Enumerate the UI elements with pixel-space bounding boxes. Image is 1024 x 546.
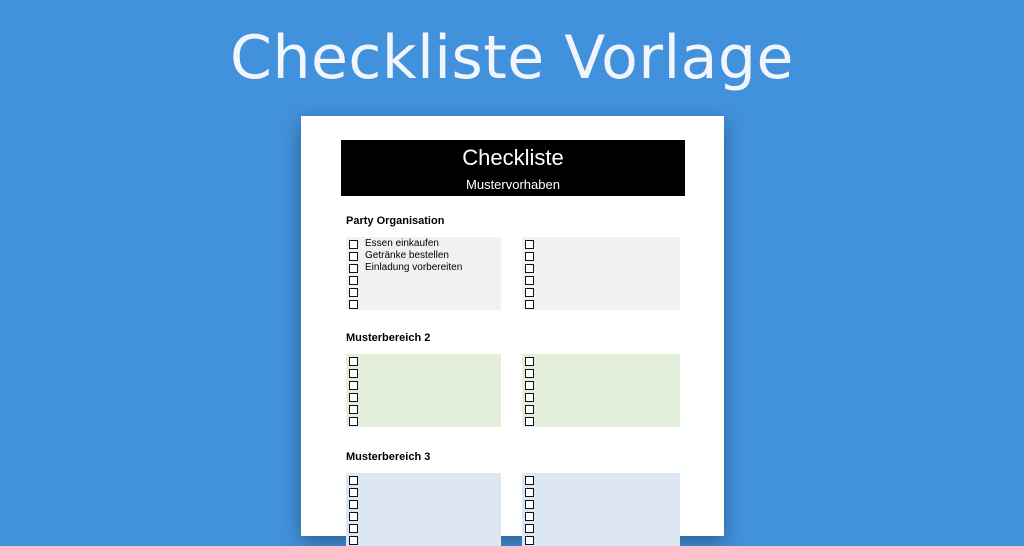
- checkbox-icon[interactable]: [525, 288, 534, 297]
- checklist-item: [525, 298, 541, 310]
- checkbox-icon[interactable]: [525, 524, 534, 533]
- checklist-item: [349, 298, 462, 310]
- checklist-item: [525, 474, 541, 486]
- section-title: Party Organisation: [346, 215, 445, 227]
- checkbox-icon[interactable]: [349, 381, 358, 390]
- checklist-item: [349, 250, 462, 262]
- checklist-box-right: [522, 354, 680, 427]
- banner-title: Checkliste Vorlage: [230, 23, 794, 93]
- checkbox-icon[interactable]: [349, 276, 358, 285]
- checkbox-icon[interactable]: [525, 500, 534, 509]
- checkbox-icon[interactable]: [525, 276, 534, 285]
- checklist-item: [525, 486, 541, 498]
- checklist-box-left: [346, 354, 501, 427]
- checkbox-icon[interactable]: [525, 417, 534, 426]
- checklist-item: [525, 367, 541, 379]
- checklist-item: [525, 238, 541, 250]
- checklist-item: [525, 391, 541, 403]
- checkbox-icon[interactable]: [525, 476, 534, 485]
- checkbox-icon[interactable]: [349, 476, 358, 485]
- checkbox-icon[interactable]: [349, 252, 358, 261]
- checklist-item-label: Essen einkaufen: [365, 238, 439, 249]
- checkbox-icon[interactable]: [349, 393, 358, 402]
- checkbox-icon[interactable]: [349, 300, 358, 309]
- checklist-item: [525, 498, 541, 510]
- checkbox-icon[interactable]: [525, 300, 534, 309]
- checkbox-icon[interactable]: [525, 536, 534, 545]
- checkbox-icon[interactable]: [525, 512, 534, 521]
- checklist-item: [349, 391, 365, 403]
- checkbox-icon[interactable]: [349, 488, 358, 497]
- checklist-item: [525, 355, 541, 367]
- checklist-item: [349, 498, 365, 510]
- checklist-item: [525, 274, 541, 286]
- checklist-item: [525, 286, 541, 298]
- checklist-item-label: Getränke bestellen: [365, 250, 449, 261]
- checklist-item: [525, 379, 541, 391]
- checklist-document: [301, 116, 724, 536]
- checkbox-icon[interactable]: [525, 405, 534, 414]
- checklist-item: [349, 262, 462, 274]
- checkbox-icon[interactable]: [525, 240, 534, 249]
- checklist-item: [349, 367, 365, 379]
- checklist-item: [349, 238, 462, 250]
- checkbox-icon[interactable]: [525, 252, 534, 261]
- checklist-box-right: [522, 237, 680, 310]
- checkbox-icon[interactable]: [525, 357, 534, 366]
- checkbox-icon[interactable]: [349, 512, 358, 521]
- checklist-box-right: [522, 473, 680, 546]
- section-title: Musterbereich 3: [346, 451, 431, 463]
- checkbox-icon[interactable]: [349, 536, 358, 545]
- checklist-box-left: [346, 473, 501, 546]
- checklist-item: [525, 522, 541, 534]
- document-title: Checkliste: [462, 145, 564, 170]
- checklist-item: [525, 415, 541, 427]
- checklist-item: [349, 403, 365, 415]
- checklist-item: [349, 486, 365, 498]
- checkbox-icon[interactable]: [349, 264, 358, 273]
- checkbox-icon[interactable]: [525, 393, 534, 402]
- checkbox-icon[interactable]: [525, 264, 534, 273]
- checkbox-icon[interactable]: [349, 405, 358, 414]
- document-subtitle: Mustervorhaben: [466, 177, 560, 192]
- checkbox-icon[interactable]: [349, 288, 358, 297]
- checklist-item: [349, 274, 462, 286]
- checklist-item: [349, 355, 365, 367]
- checklist-item: [349, 522, 365, 534]
- checklist-item-label: Einladung vorbereiten: [365, 262, 463, 273]
- checklist-item: [349, 534, 365, 546]
- checkbox-icon[interactable]: [349, 500, 358, 509]
- checkbox-icon[interactable]: [525, 369, 534, 378]
- section-title: Musterbereich 2: [346, 332, 431, 344]
- checkbox-icon[interactable]: [349, 369, 358, 378]
- checkbox-icon[interactable]: [525, 488, 534, 497]
- checklist-item: [349, 379, 365, 391]
- checklist-item: [525, 262, 541, 274]
- checklist-box-left: [346, 237, 501, 310]
- checklist-item: [349, 286, 462, 298]
- checklist-item: [525, 403, 541, 415]
- checklist-item: [525, 250, 541, 262]
- checkbox-icon[interactable]: [349, 524, 358, 533]
- checkbox-icon[interactable]: [349, 417, 358, 426]
- checklist-item: [349, 474, 365, 486]
- checklist-item: [525, 534, 541, 546]
- checkbox-icon[interactable]: [349, 357, 358, 366]
- checkbox-icon[interactable]: [525, 381, 534, 390]
- checkbox-icon[interactable]: [349, 240, 358, 249]
- checklist-item: [349, 415, 365, 427]
- document-header: [341, 140, 685, 196]
